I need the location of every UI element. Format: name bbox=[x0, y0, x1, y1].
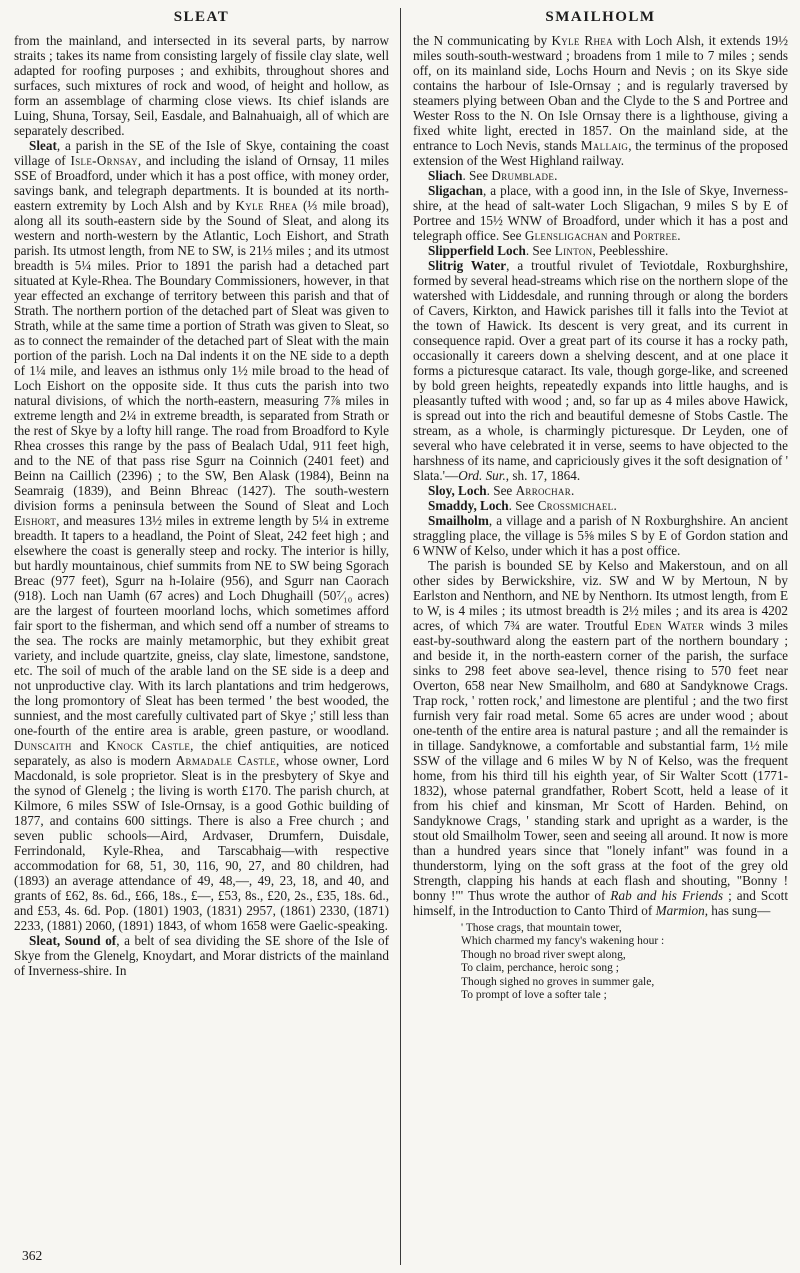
two-column-layout bbox=[14, 8, 788, 1265]
left-column-text bbox=[14, 33, 389, 978]
verse-line: ' Those crags, that mountain tower, bbox=[461, 922, 622, 934]
paragraph: Smaddy, Loch. See Crossmichael. bbox=[428, 498, 617, 513]
paragraph: Sleat, Sound of, a belt of sea dividing the SE shore of the Isle of Skye from the Glenelg, Knoydart, and Morar districts of the mainland of Inverness-shire. In bbox=[14, 933, 389, 978]
verse-quote bbox=[413, 922, 788, 1002]
paragraph: Smailholm, a village and a parish of N Roxburghshire. An ancient straggling place, the village is 5⅝ miles S by E of Gordon station and 6 WNW of Kelso, under which it has a post office. bbox=[413, 513, 788, 558]
right-column-header: SMAILHOLM bbox=[545, 9, 656, 25]
verse-line: To prompt of love a softer tale ; bbox=[461, 989, 607, 1002]
verse-line: To claim, perchance, heroic song ; bbox=[461, 962, 619, 975]
verse-line: Though sighed no groves in summer gale, bbox=[461, 975, 655, 988]
paragraph: from the mainland, and intersected in its several parts, by narrow straits ; takes its name from consisting largely of fissile clay slate, well adapted for roofing purposes ; and exhibits, throughout shores and surfaces, such mixtures of rock and wood, of height and hollow, as form an assemblage of charming close views. Its chief islands are Luing, Shuna, Torsay, Seil, Easdale, and Balnahuaigh, all of which are separately described. bbox=[14, 33, 389, 138]
paragraph: the N communicating by Kyle Rhea with Loch Alsh, it extends 19½ miles south-south-westward ; broadens from 1 mile to 7 miles ; sends off, on its mainland side, Lochs Hourn and Nevis ; on its Skye side contains the harbour of Isle-Ornsay ; and is regularly traversed by steamers plying between Oban and the Clyde to the S and Portree and Wester Ross to the N. On Isle Ornsay there is a lighthouse, giving a fixed white light, erected in 1857. On the mainland side, at the entrance to Loch Nevis, stands Mallaig, the terminus of the proposed extension of the West Highland railway. bbox=[413, 33, 789, 168]
right-column-text bbox=[413, 33, 788, 918]
paragraph: Sloy, Loch. See Arrochar. bbox=[428, 483, 575, 498]
paragraph: Sligachan, a place, with a good inn, in the Isle of Skye, Inverness-shire, at the head of salt-water Loch Sligachan, 9 miles S by E of Portree and 15½ WNW of Broadford, under which it has a post and telegraph office. See Glensligachan and Portree. bbox=[413, 183, 788, 243]
left-column-header: SLEAT bbox=[173, 9, 230, 25]
left-column bbox=[14, 8, 401, 1265]
paragraph: Slitrig Water, a troutful rivulet of Teviotdale, Roxburghshire, formed by several head-streams which rise on the northern slope of the watershed with Liddesdale, and running through or along the borders of Cavers, Kirkton, and Hawick parishes till it falls into the Teviot at the town of Hawick. Its descent is very great, and its current in consequence rapid. Over a great part of its course it has a rocky path, occasionally it careers down a shelving descent, and at one place it forms a picturesque cataract. Its vale, though gorge-like, and screened by bold green heights, repeatedly expands into little haughs, and is pleasantly tufted with wood ; and, so far up as 4 miles above Hawick, is spread out into the rich and beautiful demesne of Stobs Castle. The stream, as a whole, is charmingly picturesque. Dr Leyden, one of several who have celebrated it in verse, seems to have objected to the harshness of its name, and capriciously gives it the soft designation of ' Slata.'—Ord. Sur., sh. 17, 1864. bbox=[413, 258, 788, 483]
paragraph: Sleat, a parish in the SE of the Isle of Skye, containing the coast village of Isle-Ornsay, and including the island of Ornsay, 11 miles SSE of Broadford, under which it has a post office, with money order, savings bank, and telegraph departments. It is bounded at its north-eastern extremity by Loch Alsh and by Kyle Rhea (⅓ mile broad), along all its south-eastern side by the Sound of Sleat, and along its western and north-western by the Atlantic, Loch Eishort, and Strath parish. Its utmost length, from NE to SW, is 21⅓ miles ; and its utmost breadth is 5¼ miles. Prior to 1891 the parish had a detached part situated at Kyle-Rhea. The Boundary Commissioners, however, in that year effected an exchange of territory between this parish and that of Strath. The northern portion of the detached part of Sleat was given to Strath, while at the same time a portion of Strath was given to Sleat, so as to connect the remainder of the detached part of Sleat with the main portion of the parish. Loch na Dal indents it on the NE side to a depth of 1¼ mile, and leaves an isthmus only 1½ mile broad to the head of Loch Eishort on the opposite side. It thus cuts the parish into two natural divisions, of which the north-eastern, measuring 7⅞ miles in extreme length and 2¼ in extreme breadth, is separated from Strath or the rest of Skye by a lofty hill range. The road from Broadford to Kyle Rhea crosses this range by the pass of Bealach Udal, 911 feet high, and to the NE of that pass rise Sgurr na Coinnich (2401 feet) and Beinn na Caillich (2396) ; to the SW, Ben Alask (1984), Beinn na Seamraig (1839), and Beinn Bhreac (1427). The south-western division forms a peninsula between the Sound of Sleat and Loch Eishort, and measures 13½ miles in extreme length by 5¼ in extreme breadth. It tapers to a headland, the Point of Sleat, 242 feet high ; and elsewhere the coast is generally steep and rocky. The interior is hilly, but hardly mountainous, chief summits from NE to SW being Sgorach Breac (977 feet), Sgurr na h-Iolaire (956), and Sgurr nan Caorach (918). Loch nan Uamh (67 acres) and Loch Dhughaill (50⁷⁄₁₀ acres) are the largest of fourteen moorland lochs, which sometimes afford fair sport to the fisherman, and which send off a number of streams to the sea. The rocks are mainly metamorphic, but they exhibit great variety, and include quartzite, gneiss, clay slate, limestone, sandstone, etc. The soil of much of the arable land on the SE side is a deep and not unproductive clay. With its larch plantations and trim hedgerows, the long promontory of Sleat has been termed ' the best wooded, the sunniest, and the most carefully cultivated part of Skye ;' still less than one-fourth of the entire area is arable, green pasture, or woodland. Dunscaith and Knock Castle, the chief antiquities, are noticed separately, as also is modern Armadale Castle, whose owner, Lord Macdonald, is sole proprietor. Sleat is in the presbytery of Skye and the synod of Glenelg ; the living is worth £170. The parish church, at Kilmore, 6 miles SSW of Isle-Ornsay, is a good Gothic building of 1877, and contains 600 sittings. There is also a Free church ; and seven public schools—Aird, Ardvaser, Drumfern, Duisdale, Ferrindonald, Kyle-Rhea, and Tarscabhaig—with respective accommodation for 68, 51, 30, 116, 90, 27, and 80 children, had (1893) an average attendance of 49, 48,—, 49, 23, 18, and 40, and grants of £62, 8s. 6d., £66, 18s., £—, £53, 8s., £20, 2s., £35, 18s. 6d., and £53, 4s. 6d. Pop. (1801) 1903, (1831) 2957, (1861) 2330, (1871) 2233, (1881) 2060, (1891) 1843, of whom 1658 were Gaelic-speaking. bbox=[14, 138, 389, 933]
paragraph: The parish is bounded SE by Kelso and Makerstoun, and on all other sides by Berwickshire, viz. SW and W by Mertoun, N by Earlston and Nenthorn, and NE by Nenthorn. Its utmost length, from E to W, is 4 miles ; its utmost breadth is 2½ miles ; and its area is 4202 acres, of which 7¾ are water. Troutful Eden Water winds 3 miles east-by-southward along the eastern part of the northern boundary ; and beside it, in the north-eastern corner of the parish, the surface sinks to 298 feet above sea-level, thence rising to 570 feet near Overton, 658 near New Smailholm, and 680 at Sandyknowe Crags. Trap rock, ' rotten rock,' and limestone are plentiful ; and the two first furnish very fair road metal. Some 65 acres are under wood ; about one-tenth of the entire area is natural pasture ; and all the remainder is in tillage. Sandyknowe, a comfortable and substantial farm, 1½ mile SSW of the village and 6 miles W by N of Kelso, was the frequent home, from his third till his eighth year, of Sir Walter Scott (1771-1832), whose paternal grandfather, Robert Scott, held a lease of it from his chief and kinsman, Mr Scott of Harden. Behind, on Sandyknowe Crags, ' standing stark and upright as a warder, is the stout old Smailholm Tower, seen and seeing all around. It now is more than a hundred years since that "lonely infant" was found in a thunderstorm, lying on the soft grass at the foot of the grey old Strength, clapping his hands at each flash and shouting, "Bonny ! bonny !"' Thus wrote the author of Rab and his Friends ; and Scott himself, in the Introduction to Canto Third of Marmion, has sung— bbox=[413, 558, 788, 918]
right-column bbox=[401, 8, 788, 1265]
page-number: 362 bbox=[22, 1248, 43, 1263]
verse-line: Which charmed my fancy's wakening hour : bbox=[461, 935, 665, 948]
paragraph: Sliach. See Drumblade. bbox=[428, 168, 558, 183]
verse-line: Though no broad river swept along, bbox=[461, 948, 626, 961]
paragraph: Slipperfield Loch. See Linton, Peeblesshire. bbox=[428, 243, 669, 258]
